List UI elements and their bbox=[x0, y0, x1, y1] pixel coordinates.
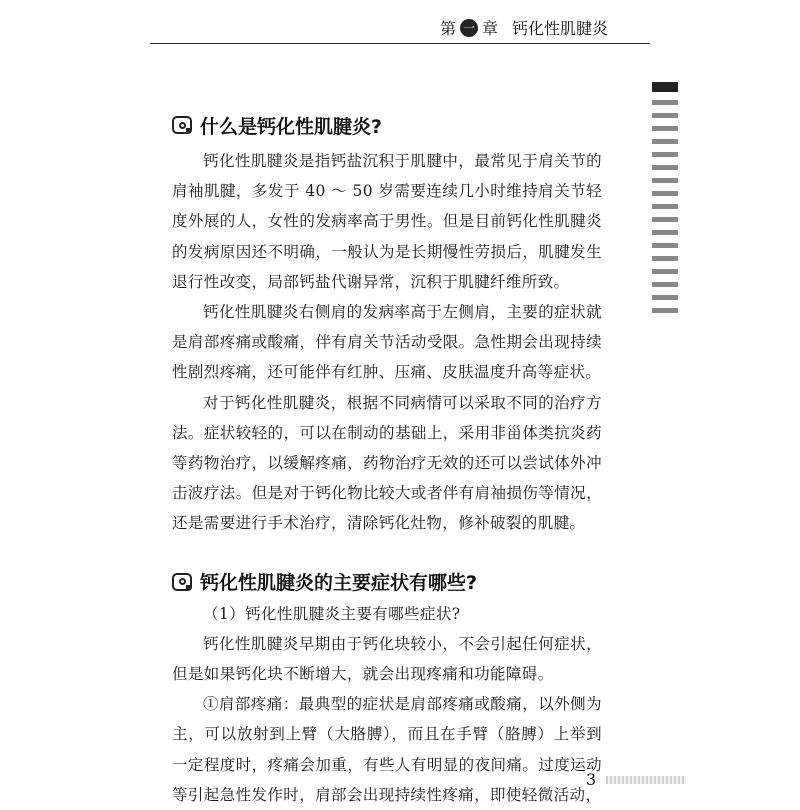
section-heading bbox=[172, 108, 602, 142]
header-rule bbox=[150, 43, 650, 44]
thumb-tab bbox=[652, 126, 678, 131]
page-content bbox=[172, 108, 602, 810]
qa-icon bbox=[172, 116, 192, 134]
chapter-title: 钙化性肌腱炎 bbox=[511, 19, 608, 38]
paragraph: 钙化性肌腱炎右侧肩的发病率高于左侧肩，主要的症状就是肩部疼痛或酸痛，伴有肩关节活动受限。急性期会出现持续性剧烈疼痛，还可能伴有红肿、压痛、皮肤温度升高等症状。 bbox=[172, 303, 602, 382]
thumb-tab bbox=[652, 152, 678, 157]
paragraph: ①肩部疼痛：最典型的症状是肩部疼痛或酸痛，以外侧为主，可以放射到上臂（大胳膊），而且在手臂（胳膊）上举到一定程度时，疼痛会加重，有些人有明显的夜间痛。过度运动等引起急性发作时，肩部会出现持续性疼痛，即使轻微活动， bbox=[172, 695, 602, 804]
thumb-tab bbox=[652, 191, 678, 196]
thumb-tab bbox=[652, 204, 678, 209]
qa-icon bbox=[172, 573, 192, 591]
section-heading bbox=[172, 565, 602, 599]
chapter-suffix: 章 bbox=[481, 19, 498, 38]
thumb-tab bbox=[652, 139, 678, 144]
chapter-header bbox=[440, 16, 608, 39]
paragraph: （1）钙化性肌腱炎主要有哪些症状? bbox=[203, 604, 461, 623]
chapter-prefix: 第 bbox=[439, 19, 456, 38]
thumb-tab bbox=[652, 217, 678, 222]
chapter-number-badge: 一 bbox=[460, 19, 478, 37]
chapter-thumb-index bbox=[652, 82, 678, 321]
paragraph: 钙化性肌腱炎早期由于钙化块较小，不会引起任何症状，但是如果钙化块不断增大，就会出现疼痛和功能障碍。 bbox=[172, 634, 602, 684]
thumb-tab bbox=[652, 165, 678, 170]
thumb-tab-active bbox=[652, 82, 678, 92]
thumb-tab bbox=[652, 178, 678, 183]
paragraph: 钙化性肌腱炎是指钙盐沉积于肌腱中，最常见于肩关节的肩袖肌腱，多发于 40 ～ 50 岁需要连续几小时维持肩关节轻度外展的人，女性的发病率高于男性。但是目前钙化性肌腱炎的发病原因还不明确，一般认为是长期慢性劳损后，肌腱发生退行性改变，局部钙盐代谢异常，沉积于肌腱纤维所致。 bbox=[172, 152, 602, 291]
thumb-tab bbox=[652, 100, 678, 105]
thumb-tab bbox=[652, 113, 678, 118]
thumb-tab bbox=[652, 295, 678, 300]
section-heading-text: 钙化性肌腱炎的主要症状有哪些? bbox=[200, 572, 478, 595]
thumb-tab bbox=[652, 256, 678, 261]
thumb-tab bbox=[652, 243, 678, 248]
thumb-tab bbox=[652, 282, 678, 287]
section-heading-text: 什么是钙化性肌腱炎? bbox=[200, 115, 383, 138]
thumb-tab bbox=[652, 308, 678, 313]
thumb-tab bbox=[652, 269, 678, 274]
footer-decoration bbox=[606, 776, 686, 784]
page-number: 3 bbox=[586, 770, 597, 789]
paragraph: 对于钙化性肌腱炎，根据不同病情可以采取不同的治疗方法。症状较轻的，可以在制动的基础上，采用非甾体类抗炎药等药物治疗，以缓解疼痛，药物治疗无效的还可以尝试体外冲击波疗法。但是对于钙化物比较大或者伴有肩袖损伤等情况，还是需要进行手术治疗，清除钙化灶物，修补破裂的肌腱。 bbox=[172, 393, 602, 533]
thumb-tab bbox=[652, 230, 678, 235]
